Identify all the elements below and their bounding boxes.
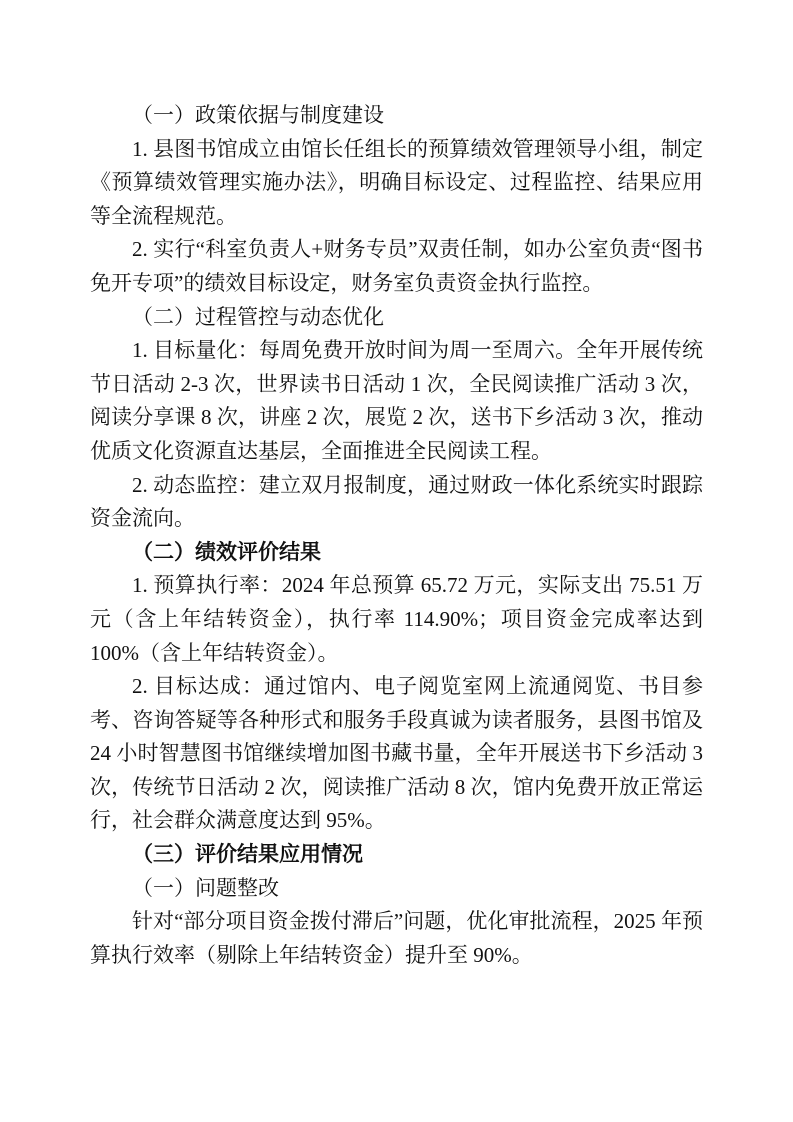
subsection-heading: （一）问题整改: [132, 875, 279, 900]
document-body: [90, 99, 703, 972]
section-heading: （三）评价结果应用情况: [132, 843, 363, 867]
section-heading: （二）绩效评价结果: [132, 540, 321, 564]
paragraph: 1. 县图书馆成立由馆长任组长的预算绩效管理领导小组，制定《预算绩效管理实施办法》，明确目标设定、过程监控、结果应用等全流程规范。: [90, 136, 703, 228]
paragraph: 针对“部分项目资金拨付滞后”问题，优化审批流程，2025 年预算执行效率（剔除上年结转资金）提升至 90%。: [90, 909, 703, 967]
paragraph: 2. 实行“科室负责人+财务专员”双责任制，如办公室负责“图书免开专项”的绩效目标设定，财务室负责资金执行监控。: [90, 237, 703, 295]
subsection-heading: （二）过程管控与动态优化: [132, 304, 384, 329]
paragraph: 1. 目标量化：每周免费开放时间为周一至周六。全年开展传统节日活动 2-3 次，世界读书日活动 1 次，全民阅读推广活动 3 次，阅读分享课 8 次，讲座 2 次，展览 2 次，送书下乡活动 3 次，推动优质文化资源直达基层，全面推进全民阅读工程。: [90, 338, 703, 463]
subsection-heading: （一）政策依据与制度建设: [132, 103, 384, 127]
paragraph: 1. 预算执行率：2024 年总预算 65.72 万元，实际支出 75.51 万元（含上年结转资金），执行率 114.90%；项目资金完成率达到 100%（含上年结转资金）。: [90, 573, 703, 665]
paragraph: 2. 目标达成：通过馆内、电子阅览室网上流通阅览、书目参考、咨询答疑等各种形式和服务手段真诚为读者服务，县图书馆及 24 小时智慧图书馆继续增加图书藏书量，全年开展送书下乡活动 3 次，传统节日活动 2 次，阅读推广活动 8 次，馆内免费开放正常运行，社会群众满意度达到 95%。: [90, 674, 703, 833]
paragraph: 2. 动态监控：建立双月报制度，通过财政一体化系统实时跟踪资金流向。: [90, 472, 703, 531]
